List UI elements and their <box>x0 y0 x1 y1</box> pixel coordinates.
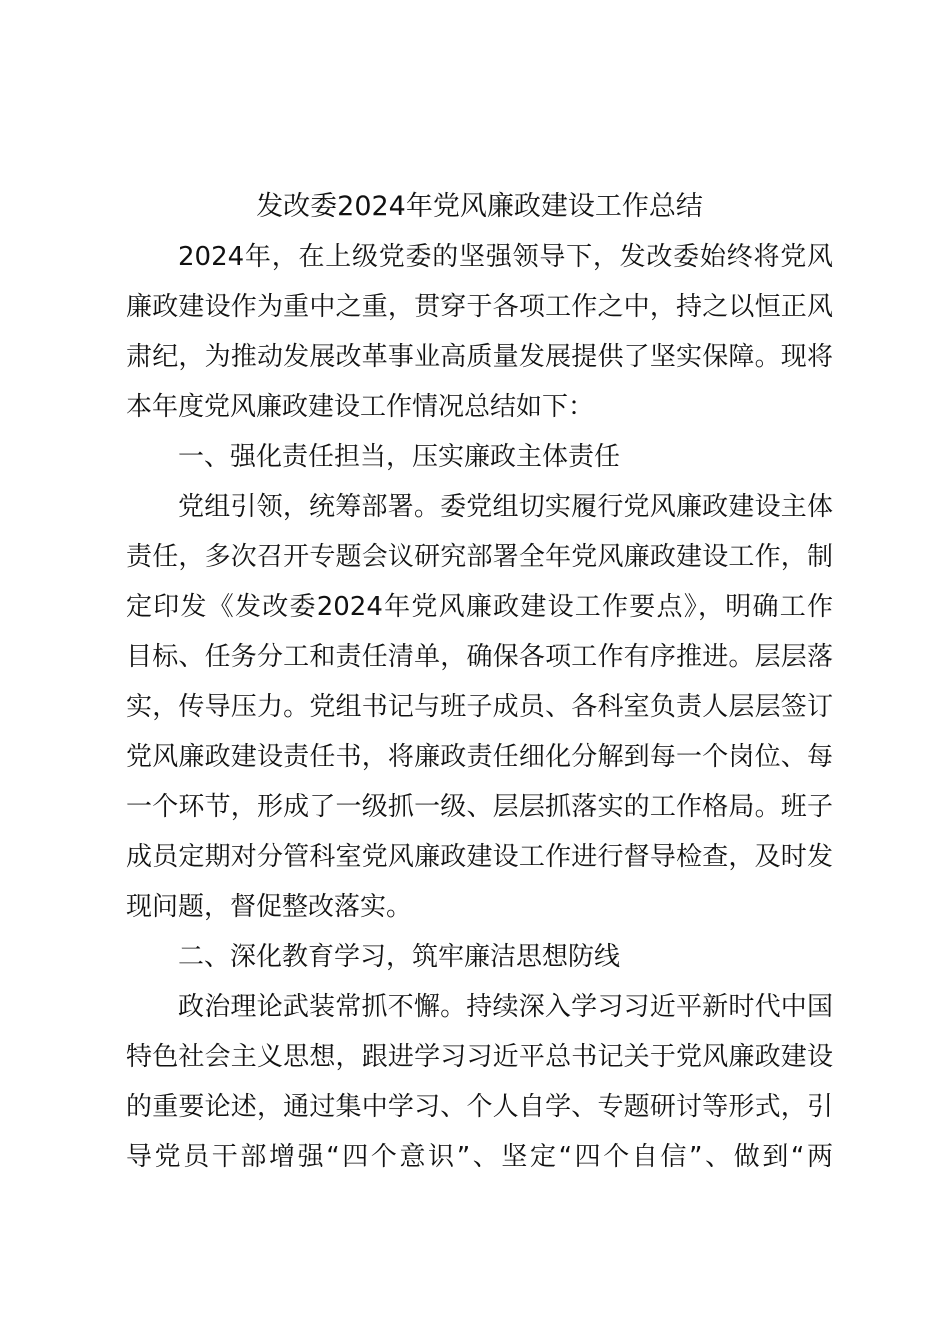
paragraph-1-line-4: 本年度党风廉政建设工作情况总结如下： <box>126 392 595 422</box>
paragraph-1-line-2: 廉政建设作为重中之重，贯穿于各项工作之中，持之以恒正风 <box>126 292 833 322</box>
document-title: 发改委2024年党风廉政建设工作总结 <box>256 191 703 222</box>
paragraph-1-line-3: 肃纪，为推动发展改革事业高质量发展提供了坚实保障。现将 <box>126 342 833 372</box>
paragraph-2-line-3: 定印发《发改委2024年党风廉政建设工作要点》，明确工作 <box>126 592 833 622</box>
paragraph-2-line-6: 党风廉政建设责任书，将廉政责任细化分解到每一个岗位、每 <box>126 742 833 772</box>
paragraph-2-line-1: 党组引领，统筹部署。委党组切实履行党风廉政建设主体 <box>178 492 833 522</box>
section-heading-2: 二、深化教育学习，筑牢廉洁思想防线 <box>178 942 621 972</box>
paragraph-2-line-4: 目标、任务分工和责任清单，确保各项工作有序推进。层层落 <box>126 642 833 672</box>
paragraph-2-line-7: 一个环节，形成了一级抓一级、层层抓落实的工作格局。班子 <box>126 792 833 822</box>
paragraph-3-line-2: 特色社会主义思想，跟进学习习近平总书记关于党风廉政建设 <box>126 1042 833 1072</box>
section-heading-1: 一、强化责任担当，压实廉政主体责任 <box>178 442 621 472</box>
paragraph-2-line-9: 现问题，督促整改落实。 <box>126 892 413 922</box>
paragraph-3-line-4: 导党员干部增强“四个意识”、坚定“四个自信”、做到“两 <box>126 1142 833 1172</box>
paragraph-2-line-8: 成员定期对分管科室党风廉政建设工作进行督导检查，及时发 <box>126 842 833 872</box>
paragraph-3-line-3: 的重要论述，通过集中学习、个人自学、专题研讨等形式，引 <box>126 1092 833 1122</box>
paragraph-2-line-5: 实，传导压力。党组书记与班子成员、各科室负责人层层签订 <box>126 692 833 722</box>
paragraph-2-line-2: 责任，多次召开专题会议研究部署全年党风廉政建设工作，制 <box>126 542 833 572</box>
paragraph-1-line-1: 2024年，在上级党委的坚强领导下，发改委始终将党风 <box>178 242 833 272</box>
paragraph-3-line-1: 政治理论武装常抓不懈。持续深入学习习近平新时代中国 <box>178 992 833 1022</box>
